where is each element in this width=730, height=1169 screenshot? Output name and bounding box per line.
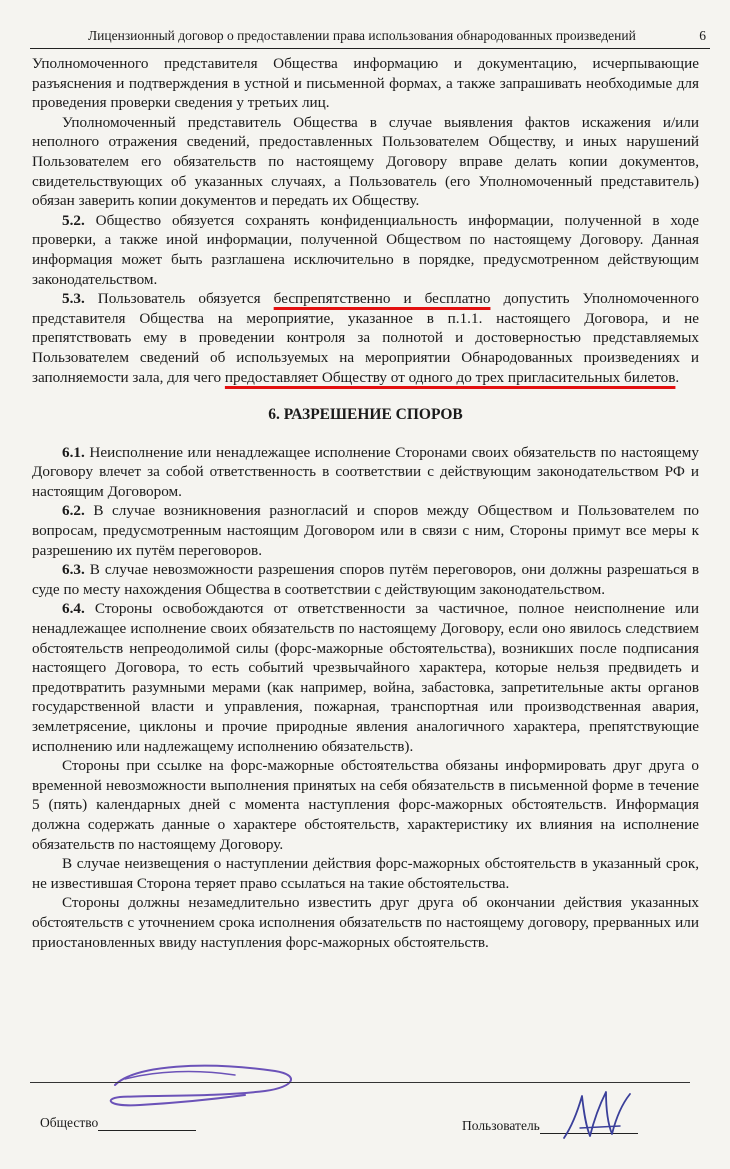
clause-5-2 bbox=[32, 211, 699, 289]
clause-text: Пользователь обязуется bbox=[84, 290, 274, 308]
document-body bbox=[32, 54, 699, 952]
clause-number: 5.3. bbox=[62, 290, 85, 308]
clause-5-3 bbox=[32, 289, 699, 387]
header-divider bbox=[30, 48, 710, 49]
clause-text: В случае возникновения разногласий и споров между Обществом и Пользователем по вопросам, предусмотренным настоящим Договором или в связи с ним, Стороны примут все меры к разрешению их путём переговоров. bbox=[32, 502, 699, 559]
header-title: Лицензионный договор о предоставлении права использования обнародованных произведений bbox=[88, 28, 636, 43]
society-signature-line bbox=[98, 1116, 196, 1131]
clause-number: 6.2. bbox=[62, 502, 85, 520]
clause-text: . bbox=[675, 368, 680, 386]
clause-6-4 bbox=[32, 599, 699, 756]
paragraph-force-majeure-failure: В случае неизвещения о наступлении действия форс-мажорных обстоятельств в указанный срок, не известившая Сторона теряет право ссылаться на такие обстоятельства. bbox=[32, 855, 699, 892]
section-heading-disputes: 6. РАЗРЕШЕНИЕ СПОРОВ bbox=[268, 406, 463, 424]
clause-6-3 bbox=[32, 560, 699, 599]
clause-6-2 bbox=[32, 501, 699, 560]
footer-divider bbox=[30, 1082, 690, 1083]
clause-number: 6.4. bbox=[62, 600, 85, 618]
clause-6-1 bbox=[32, 443, 699, 502]
clause-number: 5.2. bbox=[62, 211, 85, 229]
society-signature-scribble bbox=[95, 1055, 310, 1115]
society-label: Общество bbox=[40, 1115, 99, 1130]
page-number: 6 bbox=[699, 28, 706, 43]
user-label: Пользователь bbox=[462, 1118, 540, 1133]
underlined-invitation-tickets: предоставляет Обществу от одного до трех пригласительных билетов bbox=[224, 368, 676, 386]
clause-number: 6.3. bbox=[62, 561, 85, 579]
paragraph-representative-copies: Уполномоченный представитель Общества в случае выявления фактов искажения и/или неполного отражения сведений, предоставленных Пользователем Обществу, и иных нарушений Пользователем его обязательств по настоящему Договору вправе делать копии документов, свидетельствующих об указанных случаях, а Пользователь (его Уполномоченный представитель) обязан заверить копии документов и передать их Обществу. bbox=[32, 113, 699, 210]
paragraph-continuation: Уполномоченного представителя Общества информацию и документацию, исчерпывающие разъяснения и подтверждения в устной и письменной формах, а также запрашивать необходимые для проведения проверки сведения у третьих лиц. bbox=[32, 55, 699, 112]
clause-text: Общество обязуется сохранять конфиденциальность информации, полученной в ходе проверки, а также иной информации, полученной Обществом по настоящему Договору. Данная информация может быть разглашена исключительно в порядке, предусмотренном действующим законодательством. bbox=[32, 211, 699, 288]
clause-text: допустить Уполномоченного представителя Общества на мероприятие, указанное в п.1.1. настоящего Договора, и не препятствовать ему в проведении контроля за полнотой и достоверностью представляемых Пользователем сведений об используемых на мероприятии Обнародованных произведениях и заполняемости зала, для чего bbox=[32, 290, 700, 386]
user-signature-scribble bbox=[560, 1086, 640, 1146]
paragraph-force-majeure-notice: Стороны при ссылке на форс-мажорные обстоятельства обязаны информировать друг друга о временной невозможности выполнения принятых на себя обязательств в письменной форме в течение 5 (пять) календарных дней с момента наступления форс-мажорных обстоятельств. Информация должна содержать данные о характере обстоятельств, характеристику их влияния на исполнение обязательств по настоящему Договору. bbox=[32, 757, 699, 853]
page-header bbox=[40, 28, 706, 50]
clause-number: 6.1. bbox=[62, 443, 85, 461]
clause-text: Неисполнение или ненадлежащее исполнение Сторонами своих обязательств по настоящему Договору влечет за собой ответственность в соответствии с действующим законодательством РФ и настоящим Договором. bbox=[32, 443, 699, 500]
clause-text: В случае невозможности разрешения споров путём переговоров, они должны разрешаться в суде по месту нахождения Общества в соответствии с действующим законодательством. bbox=[32, 561, 699, 598]
clause-text: Стороны освобождаются от ответственности за частичное, полное неисполнение или ненадлежащее исполнение своих обязательств по настоящему Договору, если оно явилось следствием обстоятельств непреодолимой силы (форс-мажорные обстоятельства), возникших после подписания настоящего Договора, то есть событий чрезвычайного характера, которые нельзя предвидеть и предотвратить разумными мерами (как например, война, забастовка, запретительные акты органов государственной власти и управления, пожарная, транспортная или производственная авария, землетрясение, циклоны и прочие природные явления аналогичного характера, препятствующие исполнению или надлежащему исполнению обязательств). bbox=[32, 600, 699, 755]
underlined-free-access: беспрепятственно и бесплатно bbox=[273, 290, 491, 308]
society-signature-block bbox=[40, 1115, 196, 1131]
paragraph-force-majeure-end: Стороны должны незамедлительно известить друг друга об окончании действия указанных обстоятельств с уточнением срока исполнения обязательств по настоящему договору, прерванных или приостановленных ввиду наступления форс-мажорных обстоятельств. bbox=[32, 894, 699, 951]
